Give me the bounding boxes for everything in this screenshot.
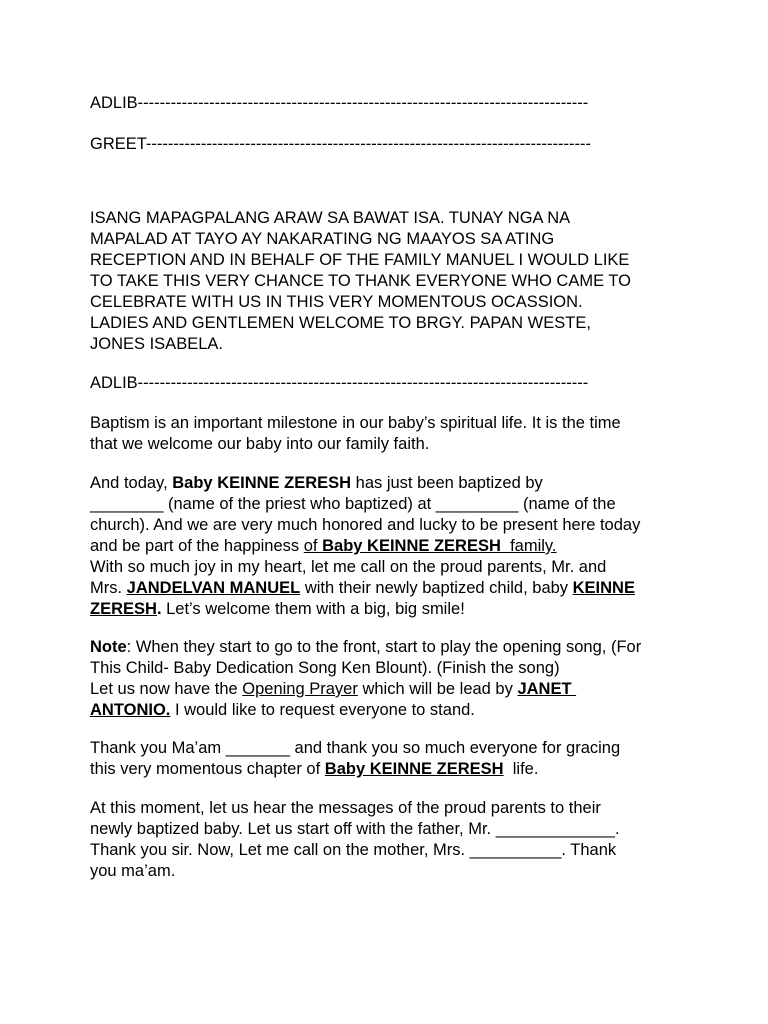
note-line-2: This Child- Baby Dedication Song Ken Blount). (Finish the song) [90, 659, 560, 677]
text-run: Let us now have the [90, 680, 243, 698]
text-run: Mrs. [90, 579, 127, 597]
intro-line: JONES ISABELA. [90, 335, 223, 353]
adlib-text: ADLIB---------------------------------------------------------------------------------- [90, 374, 589, 392]
announcement-line-5: With so much joy in my heart, let me call on the proud parents, Mr. and [90, 558, 607, 576]
intro-line: TO TAKE THIS VERY CHANCE TO THANK EVERYONE WHO CAME TO [90, 272, 631, 290]
text-run: life. [503, 760, 539, 778]
greet-line [90, 134, 708, 155]
messages-line: newly baptized baby. Let us start off with the father, Mr. _____________. [90, 820, 620, 838]
note-paragraph [90, 637, 708, 721]
text-run: this very momentous chapter of [90, 760, 325, 778]
messages-paragraph [90, 798, 708, 882]
messages-line: you ma’am. [90, 862, 176, 880]
text-run: and be part of the happiness [90, 537, 304, 555]
announcement-line-1 [90, 473, 708, 494]
opening-prayer: Opening Prayer [242, 680, 358, 698]
baby-name: Baby KEINNE ZERESH [322, 537, 501, 555]
greet-text: GREET--------------------------------------------------------------------------------- [90, 135, 591, 153]
announcement-line-7 [90, 599, 708, 620]
baby-name: KEINNE [572, 579, 635, 597]
text-run: Let’s welcome them with a big, big smile! [161, 600, 465, 618]
intro-line: CELEBRATE WITH US IN THIS VERY MOMENTOUS OCASSION. [90, 293, 583, 311]
note-line-3 [90, 679, 708, 700]
baptism-line: that we welcome our baby into our family faith. [90, 435, 430, 453]
announcement-line-4 [90, 536, 708, 557]
leader-name: ANTONIO. [90, 701, 171, 719]
thanks-paragraph [90, 738, 708, 780]
parents-name: JANDELVAN MANUEL [126, 579, 301, 597]
messages-line: At this moment, let us hear the messages of the proud parents to their [90, 799, 601, 817]
adlib-text: ADLIB---------------------------------------------------------------------------------- [90, 94, 589, 112]
adlib-line-1 [90, 93, 708, 114]
text-run: . [156, 600, 162, 618]
announcement-line-3: church). And we are very much honored and lucky to be present here today [90, 516, 641, 534]
text-run: of [303, 537, 323, 555]
announcement-paragraph [90, 473, 708, 620]
text-run: : When they start to go to the front, start to play the opening song, (For [126, 638, 642, 656]
intro-line: ISANG MAPAGPALANG ARAW SA BAWAT ISA. TUNAY NGA NA [90, 209, 571, 227]
announcement-line-6 [90, 578, 708, 599]
intro-paragraph [90, 208, 708, 355]
text-run: which will be lead by [357, 680, 518, 698]
note-line-1 [90, 637, 708, 658]
text-run: And today, [90, 474, 173, 492]
intro-line: LADIES AND GENTLEMEN WELCOME TO BRGY. PAPAN WESTE, [90, 314, 591, 332]
thanks-line-2 [90, 759, 708, 780]
baptism-line: Baptism is an important milestone in our baby’s spiritual life. It is the time [90, 414, 621, 432]
text-run: has just been baptized by [351, 474, 543, 492]
intro-line: MAPALAD AT TAYO AY NAKARATING NG MAAYOS SA ATING [90, 230, 555, 248]
text-run: family. [500, 537, 557, 555]
adlib-line-2 [90, 373, 708, 394]
leader-name: JANET [517, 680, 577, 698]
messages-line: Thank you sir. Now, Let me call on the mother, Mrs. __________. Thank [90, 841, 617, 859]
announcement-line-2: ________ (name of the priest who baptized) at _________ (name of the [90, 495, 616, 513]
baptism-paragraph [90, 413, 708, 455]
intro-line: RECEPTION AND IN BEHALF OF THE FAMILY MANUEL I WOULD LIKE [90, 251, 630, 269]
baby-name: Baby KEINNE ZERESH [324, 760, 504, 778]
baby-name: Baby KEINNE ZERESH [172, 474, 352, 492]
baby-name: ZERESH [90, 600, 157, 618]
note-label: Note [90, 638, 127, 656]
text-run: I would like to request everyone to stand. [170, 701, 475, 719]
note-line-4 [90, 700, 708, 721]
text-run: with their newly baptized child, baby [300, 579, 573, 597]
thanks-line-1: Thank you Ma’am _______ and thank you so much everyone for gracing [90, 739, 621, 757]
